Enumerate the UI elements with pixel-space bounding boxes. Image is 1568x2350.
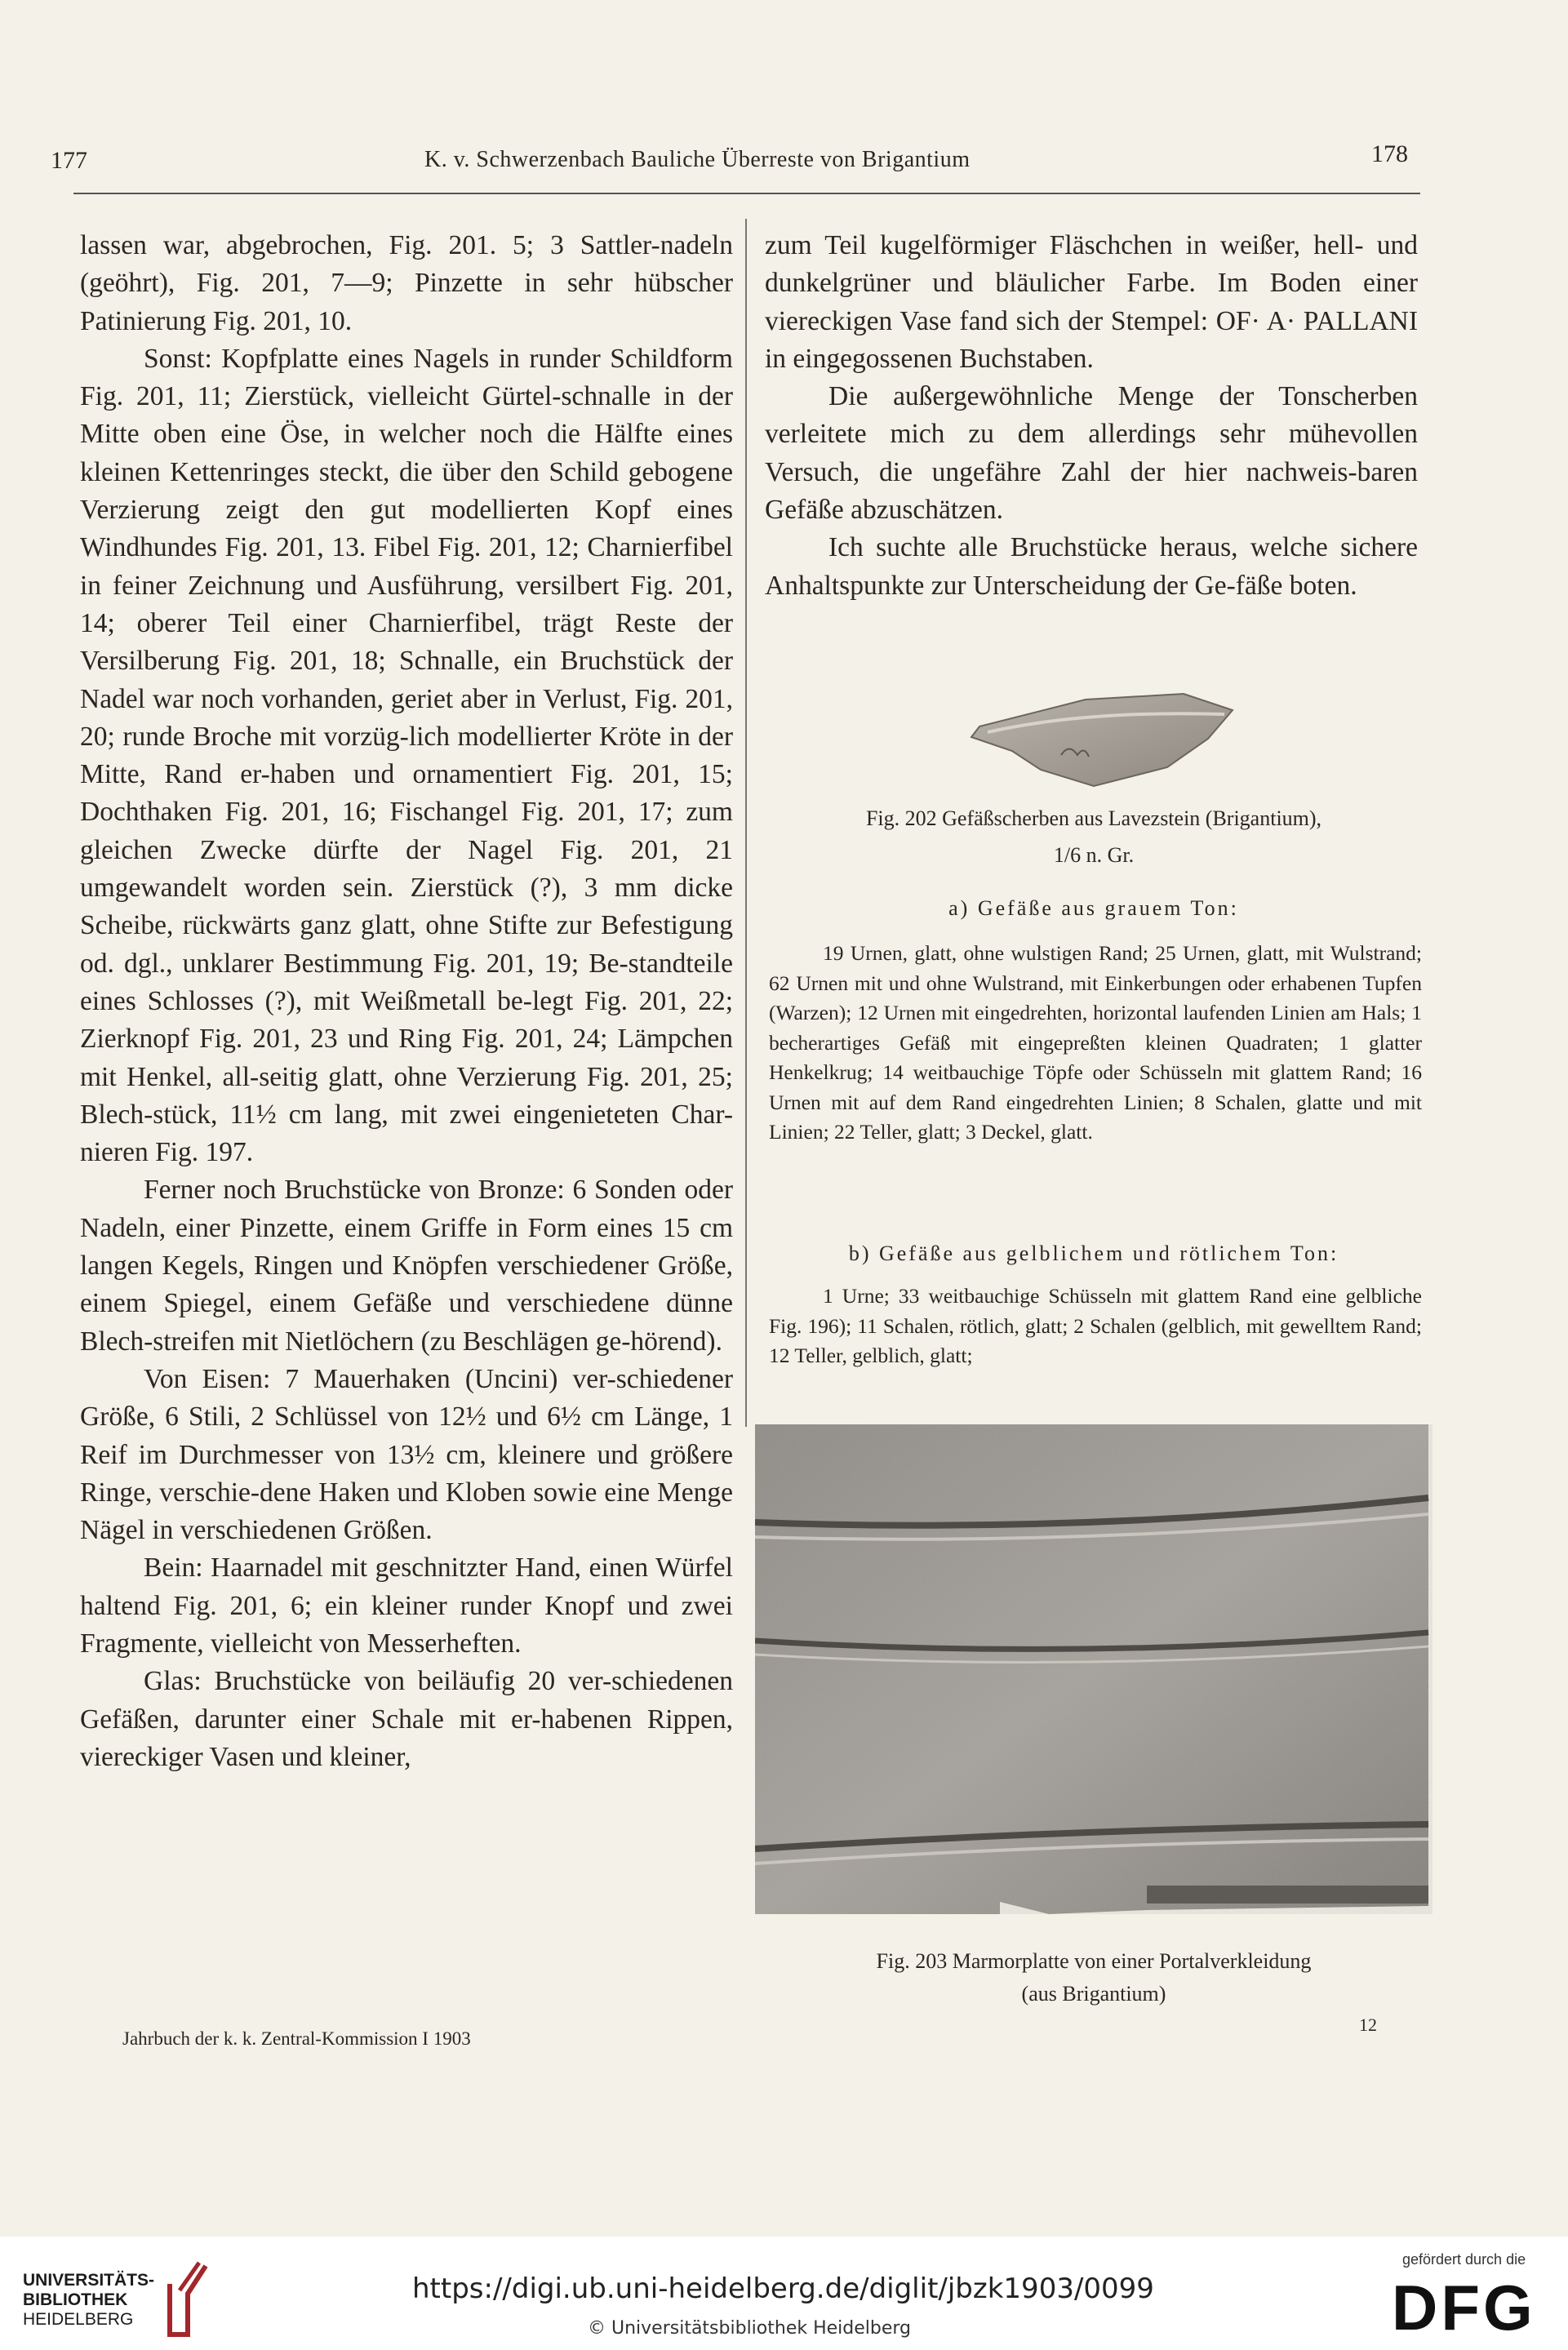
scale-bar: [1147, 1886, 1428, 1904]
page-number-right: 178: [1371, 140, 1408, 167]
right-paragraph: Die außergewöhnliche Menge der Tonscherben verleitete mich zu dem allerdings sehr mühevollen Versuch, die ungefähre Zahl der hier nachweis-baren Gefäße abzuschätzen.: [765, 381, 1418, 526]
section-b-heading: b) Gefäße aus gelblichem und rötlichem Ton:: [848, 1242, 1339, 1265]
permalink-url[interactable]: https://digi.ub.uni-heidelberg.de/diglit/jbzk1903/0099: [412, 2272, 1154, 2305]
footer-bar: [0, 2237, 1568, 2350]
left-paragraph: Bein: Haarnadel mit geschnitzter Hand, einen Würfel haltend Fig. 201, 6; ein kleiner runder Knopf und zwei Fragmente, vielleicht von Messerheften.: [80, 1553, 733, 1659]
fig202-scale: 1/6 n. Gr.: [1053, 843, 1135, 867]
signature-mark: 12: [1359, 2015, 1377, 2035]
running-title: K. v. Schwerzenbach Bauliche Überreste von Brigantium: [424, 147, 971, 172]
right-paragraph: Ich suchte alle Bruchstücke heraus, welche sichere Anhaltspunkte zur Unterscheidung der Ge-fäße boten.: [765, 532, 1418, 601]
page-number-left: 177: [51, 147, 87, 174]
column-divider: [745, 219, 747, 1427]
section-a-text: 19 Urnen, glatt, ohne wulstigen Rand; 25 Urnen, glatt, mit Wulstrand; 62 Urnen mit und ohne Wulstrand, mit Einkerbungen oder erhabenen Tupfen (Warzen); 12 Urnen mit eingedrehten, horizontal laufenden Linien am Hals; 1 becherartiges Gefäß mit eingepreßten kleinen Quadraten; 1 glatter Henkelkrug; 14 weitbauchige Töpfe oder Schüsseln mit glattem Rand; 16 Urnen mit auf dem Rand eingedrehten Linien; 8 Schalen, glatte und mit Linien; 22 Teller, glatt; 3 Deckel, glatt.: [769, 941, 1422, 1144]
fig203-caption-line1: Fig. 203 Marmorplatte von einer Portalverkleidung: [876, 1949, 1312, 1973]
right-column: [765, 227, 1418, 605]
library-logo-icon: [163, 2259, 212, 2337]
fig202-sherd-image: [963, 690, 1241, 796]
dfg-logo: DFG: [1392, 2272, 1536, 2343]
library-line3: HEIDELBERG: [23, 2310, 134, 2329]
section-a-heading: a) Gefäße aus grauem Ton:: [948, 896, 1239, 920]
section-b-text: 1 Urne; 33 weitbauchige Schüsseln mit glattem Rand eine gelbliche Fig. 196); 11 Schalen, rötlich, glatt; 2 Schalen (gelblich, mit gewelltem Rand; 12 Teller, gelblich, glatt;: [769, 1284, 1422, 1367]
fig203-marble-slab-image: [755, 1424, 1433, 1914]
copyright-text: © Universitätsbibliothek Heidelberg: [588, 2318, 912, 2339]
right-paragraph: zum Teil kugelförmiger Fläschchen in weißer, hell- und dunkelgrüner und bläulicher Farbe. Im Boden einer viereckigen Vase fand sich der Stempel: OF· A· PALLANI in eingegossenen Buchstaben.: [765, 230, 1418, 374]
library-line2: BIBLIOTHEK: [23, 2290, 128, 2309]
funded-by-text: gefördert durch die: [1402, 2251, 1526, 2268]
header-rule: [73, 193, 1420, 194]
left-paragraph: Von Eisen: 7 Mauerhaken (Uncini) ver-schiedener Größe, 6 Stili, 2 Schlüssel von 12½ und 6½ cm Länge, 1 Reif im Durchmesser von 13½ cm, kleinere und größere Ringe, verschie-dene Haken und Kloben sowie eine Menge Nägel in verschiedenen Größen.: [80, 1363, 733, 1546]
fig202-caption: Fig. 202 Gefäßscherben aus Lavezstein (Brigantium),: [865, 806, 1322, 830]
left-paragraph: Glas: Bruchstücke von beiläufig 20 ver-schiedenen Gefäßen, darunter einer Schale mit er-habenen Rippen, viereckiger Vasen und kleiner,: [80, 1666, 733, 1772]
fig203-caption-line2: (aus Brigantium): [1021, 1982, 1166, 2006]
left-column: [80, 227, 733, 1776]
library-name: [23, 2271, 154, 2330]
library-line1: UNIVERSITÄTS-: [23, 2271, 155, 2290]
left-paragraph: Sonst: Kopfplatte eines Nagels in runder Schildform Fig. 201, 11; Zierstück, vielleicht Gürtel-schnalle in der Mitte oben eine Öse, in welcher noch die Hälfte eines kleinen Kettenringes steckt, die über den Schild gebogene Verzierung zeigt den gut modellierten Kopf eines Windhundes Fig. 201, 13. Fibel Fig. 201, 12; Charnierfibel in feiner Zeichnung und Ausführung, versilbert Fig. 201, 14; oberer Teil einer Charnierfibel, trägt Reste der Versilberung Fig. 201, 18; Schnalle, ein Bruchstück der Nadel war noch vorhanden, geriet aber in Verlust, Fig. 201, 20; runde Broche mit vorzüg-lich modellierter Kröte in der Mitte, Rand er-haben und ornamentiert Fig. 201, 15; Dochthaken Fig. 201, 16; Fischangel Fig. 201, 17; zum gleichen Zwecke dürfte der Nagel Fig. 201, 21 umgewandelt worden sein. Zierstück (?), 3 mm dicke Scheibe, rückwärts ganz glatt, ohne Stifte zur Befestigung od. dgl., unklarer Bestimmung Fig. 201, 19; Be-standteile eines Schlosses (?), mit Weißmetall be-legt Fig. 201, 22; Zierknopf Fig. 201, 23 und Ring Fig. 201, 24; Lämpchen mit Henkel, all-seitig glatt, ohne Verzierung Fig. 201, 25; Blech-stück, 11½ cm lang, mit zwei eingenieteten Char-nieren Fig. 197.: [80, 343, 733, 1168]
left-paragraph: lassen war, abgebrochen, Fig. 201. 5; 3 Sattler-nadeln (geöhrt), Fig. 201, 7—9; Pinzette in sehr hübscher Patinierung Fig. 201, 10.: [80, 230, 733, 336]
footnote: Jahrbuch der k. k. Zentral-Kommission I 1903: [122, 2028, 471, 2049]
left-paragraph: Ferner noch Bruchstücke von Bronze: 6 Sonden oder Nadeln, einer Pinzette, einem Griffe in Form eines 15 cm langen Kegels, Ringen und Knöpfen verschiedener Größe, einem Spiegel, einem Gefäße und verschiedene dünne Blech-streifen mit Nietlöchern (zu Beschlägen ge-hörend).: [80, 1175, 733, 1357]
